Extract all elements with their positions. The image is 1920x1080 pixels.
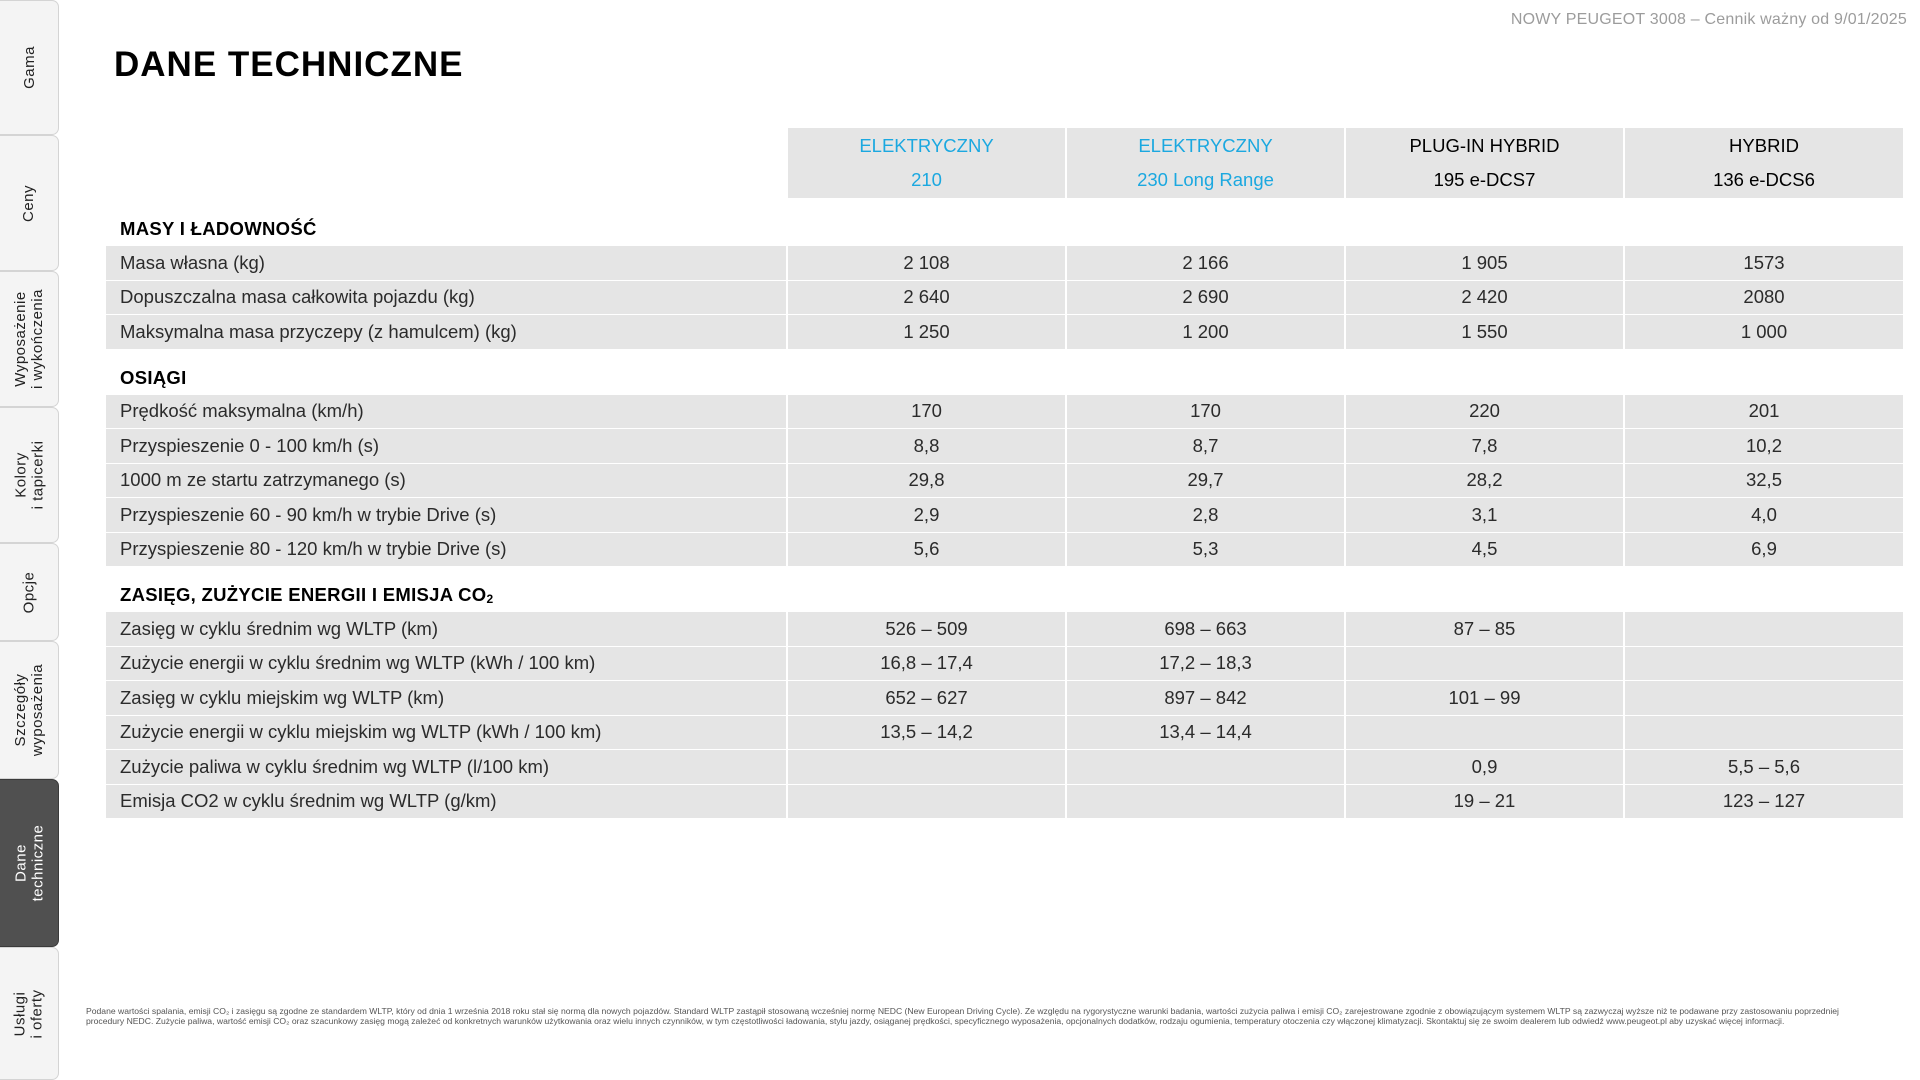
table-row [106, 464, 1909, 499]
section-sidebar [0, 0, 59, 1080]
tab-label: Opcje [20, 571, 38, 613]
row-label: Maksymalna masa przyczepy (z hamulcem) (kg) [106, 315, 786, 350]
value-cell: 220 [1346, 395, 1623, 430]
value-cell: 2 640 [788, 281, 1065, 316]
value-cell: 2 420 [1346, 281, 1623, 316]
value-cell: 13,4 – 14,4 [1067, 716, 1344, 751]
value-cell: 201 [1625, 395, 1903, 430]
value-cell [1625, 647, 1903, 682]
table-header [106, 128, 1909, 198]
value-cell: 1573 [1625, 246, 1903, 281]
table-row [106, 785, 1909, 820]
table-row [106, 612, 1909, 647]
row-label: Dopuszczalna masa całkowita pojazdu (kg) [106, 281, 786, 316]
tab-uslugi[interactable] [0, 947, 59, 1080]
value-cell [1625, 716, 1903, 751]
value-cell: 2080 [1625, 281, 1903, 316]
value-cell: 1 250 [788, 315, 1065, 350]
header-spacer [106, 128, 788, 198]
value-cell [1346, 716, 1623, 751]
column-header [1625, 128, 1903, 198]
column-type: HYBRID [1729, 135, 1799, 156]
column-header [788, 128, 1065, 198]
tab-ceny[interactable] [0, 135, 59, 271]
value-cell: 32,5 [1625, 464, 1903, 499]
table-row [106, 647, 1909, 682]
value-cell: 29,8 [788, 464, 1065, 499]
tab-kolory[interactable] [0, 407, 59, 543]
value-cell: 2,9 [788, 498, 1065, 533]
table-row [106, 716, 1909, 751]
value-cell: 7,8 [1346, 429, 1623, 464]
value-cell: 897 – 842 [1067, 681, 1344, 716]
tab-label: Gama [20, 46, 38, 89]
value-cell: 1 905 [1346, 246, 1623, 281]
section-title [106, 361, 1909, 395]
value-cell [1346, 647, 1623, 682]
value-cell [1625, 681, 1903, 716]
section-title-text: MASY I ŁADOWNOŚĆ [120, 218, 317, 239]
value-cell: 5,6 [788, 533, 1065, 568]
value-cell: 5,5 – 5,6 [1625, 750, 1903, 785]
value-cell: 101 – 99 [1346, 681, 1623, 716]
value-cell: 0,9 [1346, 750, 1623, 785]
value-cell [788, 785, 1065, 820]
tab-dane-techniczne[interactable] [0, 779, 59, 947]
footnote: Podane wartości spalania, emisji CO₂ i zasięgu są zgodne ze standardem WLTP, który od dnia 1 września 2018 roku stał się normą dla nowych pojazdów. Standard WLTP zastąpił stosowaną wcześniej normę NEDC (New European Driving Cycle). Ze względu na rygorystyczne warunki badania, wartości zużycia paliwa i emisji CO₂ zarejestrowane zgodnie z obowiązującym systemem WLTP są zazwyczaj wyższe niż te podawane przy zastosowaniu poprzedniej procedury NEDC. Zużycie paliwa, wartość emisji CO₂ oraz szacunkowy zasięg mogą zależeć od konkretnych warunków użytkowania oraz wielu innych czynników, w tym częstotliwości ładowania, stylu jazdy, osiąganej prędkości, specyficznego wyposażenia, opcjonalnych dodatków, rodzaju ogumienia, temperatury otoczenia czy włączonej klimatyzacji. Skontaktuj się ze swoim dealerem lub odwiedź www.peugeot.pl aby uzyskać więcej informacji. [86, 1006, 1839, 1026]
row-label: Zużycie energii w cyklu średnim wg WLTP (kWh / 100 km) [106, 647, 786, 682]
value-cell: 5,3 [1067, 533, 1344, 568]
column-version: 136 e-DCS6 [1713, 169, 1815, 190]
value-cell: 16,8 – 17,4 [788, 647, 1065, 682]
value-cell: 87 – 85 [1346, 612, 1623, 647]
table-row [106, 281, 1909, 316]
tab-label: Wyposażenie i wykończenia [12, 289, 47, 389]
row-label: Zasięg w cyklu średnim wg WLTP (km) [106, 612, 786, 647]
value-cell: 8,8 [788, 429, 1065, 464]
tab-label: Szczegóły wyposażenia [12, 663, 46, 757]
row-label: Przyspieszenie 80 - 120 km/h w trybie Drive (s) [106, 533, 786, 568]
value-cell: 28,2 [1346, 464, 1623, 499]
value-cell: 13,5 – 14,2 [788, 716, 1065, 751]
value-cell: 698 – 663 [1067, 612, 1344, 647]
value-cell: 4,0 [1625, 498, 1903, 533]
row-label: Przyspieszenie 60 - 90 km/h w trybie Drive (s) [106, 498, 786, 533]
value-cell: 4,5 [1346, 533, 1623, 568]
table-row [106, 533, 1909, 568]
page-title: DANE TECHNICZNE [114, 45, 464, 84]
value-cell: 526 – 509 [788, 612, 1065, 647]
value-cell: 1 000 [1625, 315, 1903, 350]
table-row [106, 750, 1909, 785]
tab-opcje[interactable] [0, 543, 59, 641]
row-label: Emisja CO2 w cyklu średnim wg WLTP (g/km) [106, 785, 786, 820]
table-body [106, 212, 1909, 819]
row-label: Zużycie paliwa w cyklu średnim wg WLTP (l/100 km) [106, 750, 786, 785]
value-cell [1067, 750, 1344, 785]
section-title [106, 578, 1909, 612]
value-cell: 19 – 21 [1346, 785, 1623, 820]
value-cell: 10,2 [1625, 429, 1903, 464]
spec-table [106, 128, 1909, 819]
value-cell [1067, 785, 1344, 820]
tab-gama[interactable] [0, 0, 59, 135]
table-row [106, 498, 1909, 533]
section-title-subscript: 2 [486, 592, 494, 606]
value-cell [788, 750, 1065, 785]
column-header [1346, 128, 1623, 198]
value-cell: 170 [788, 395, 1065, 430]
column-version: 230 Long Range [1137, 169, 1274, 190]
column-type: ELEKTRYCZNY [859, 135, 994, 156]
value-cell: 8,7 [1067, 429, 1344, 464]
value-cell: 170 [1067, 395, 1344, 430]
value-cell: 652 – 627 [788, 681, 1065, 716]
value-cell: 3,1 [1346, 498, 1623, 533]
tab-label: Usługi i oferty [11, 988, 46, 1039]
section-title [106, 212, 1909, 246]
column-header [1067, 128, 1344, 198]
value-cell [1625, 612, 1903, 647]
table-row [106, 429, 1909, 464]
row-label: Zasięg w cyklu miejskim wg WLTP (km) [106, 681, 786, 716]
section-title-text: OSIĄGI [120, 366, 187, 388]
tab-label: Ceny [20, 184, 38, 222]
row-label: Zużycie energii w cyklu miejskim wg WLTP (kWh / 100 km) [106, 716, 786, 751]
value-cell: 2,8 [1067, 498, 1344, 533]
column-version: 210 [911, 169, 942, 190]
tab-wyposazenie[interactable] [0, 271, 59, 407]
value-cell: 1 200 [1067, 315, 1344, 350]
section-title-text: ZASIĘG, ZUŻYCIE ENERGII I EMISJA CO [120, 584, 487, 605]
row-label: 1000 m ze startu zatrzymanego (s) [106, 464, 786, 499]
table-row [106, 681, 1909, 716]
tab-label: Kolory i tapicerki [12, 440, 47, 510]
value-cell: 6,9 [1625, 533, 1903, 568]
table-row [106, 395, 1909, 430]
value-cell: 29,7 [1067, 464, 1344, 499]
column-version: 195 e-DCS7 [1433, 169, 1536, 190]
column-type: PLUG-IN HYBRID [1409, 135, 1560, 156]
row-label: Masa własna (kg) [106, 246, 786, 281]
value-cell: 1 550 [1346, 315, 1623, 350]
row-label: Przyspieszenie 0 - 100 km/h (s) [106, 429, 786, 464]
value-cell: 2 166 [1067, 246, 1344, 281]
value-cell: 17,2 – 18,3 [1067, 647, 1344, 682]
value-cell: 2 108 [788, 246, 1065, 281]
tab-label: Dane techniczne [12, 824, 46, 902]
table-row [106, 246, 1909, 281]
tab-szczegoly[interactable] [0, 641, 59, 779]
column-type: ELEKTRYCZNY [1138, 135, 1273, 156]
value-cell: 123 – 127 [1625, 785, 1903, 820]
table-row [106, 315, 1909, 350]
document-title: NOWY PEUGEOT 3008 – Cennik ważny od 9/01/2025 [1510, 11, 1907, 28]
value-cell: 2 690 [1067, 281, 1344, 316]
row-label: Prędkość maksymalna (km/h) [106, 395, 786, 430]
